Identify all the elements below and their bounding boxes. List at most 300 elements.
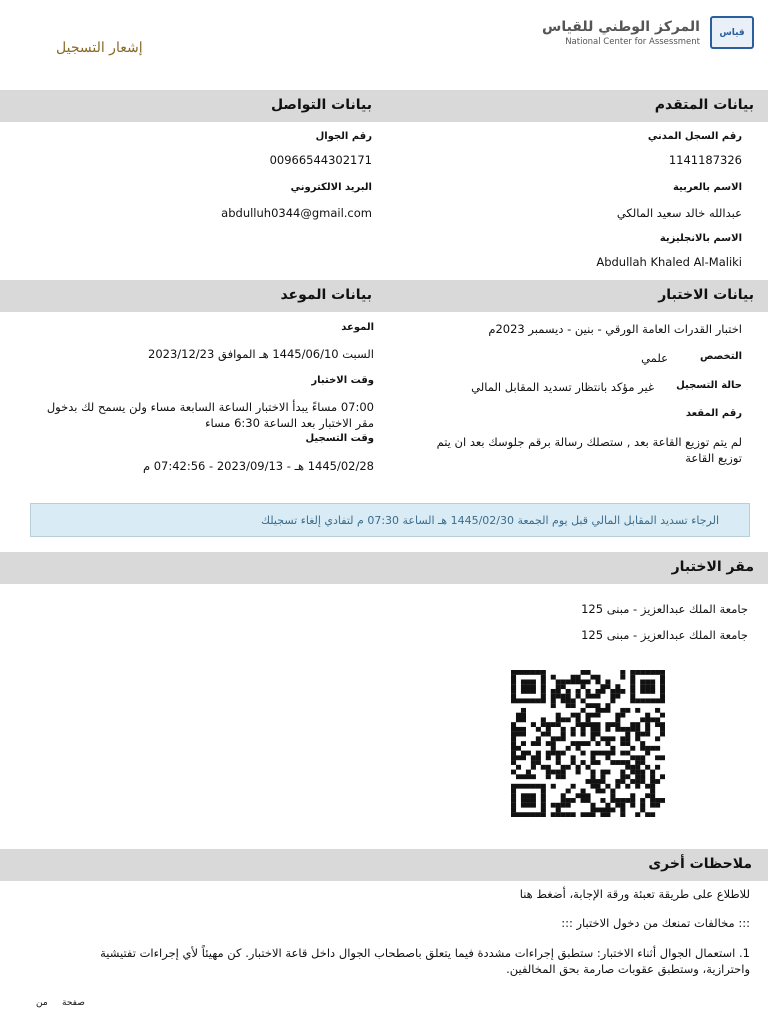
qr-module (566, 703, 571, 708)
qr-module (615, 798, 620, 803)
qr-module (511, 793, 516, 798)
qr-module (511, 732, 516, 737)
qr-module (536, 670, 541, 675)
qr-module (526, 670, 531, 675)
qr-module (635, 779, 640, 784)
qr-module (531, 798, 536, 803)
qr-module (551, 675, 556, 680)
qr-module (635, 770, 640, 775)
exam-name-value: اختبار القدرات العامة الورقي - بنين - ديسمبر 2023م (488, 322, 742, 336)
qr-module (586, 779, 591, 784)
qr-module (640, 689, 645, 694)
name-en-label: الاسم بالانجليزية (659, 233, 742, 244)
qr-module (645, 765, 650, 770)
qr-module (615, 779, 620, 784)
qr-module (620, 751, 625, 756)
name-ar-value: عبدالله خالد سعيد المالكي (616, 206, 742, 220)
qr-module (571, 675, 576, 680)
qr-module (566, 679, 571, 684)
qr-module (531, 698, 536, 703)
qr-module (590, 774, 595, 779)
qr-module (561, 798, 566, 803)
nca-logo (542, 16, 754, 49)
qr-module (655, 798, 660, 803)
qr-module (610, 798, 615, 803)
qr-module (605, 684, 610, 689)
qr-module (660, 684, 665, 689)
qr-module (655, 717, 660, 722)
qr-module (511, 755, 516, 760)
qr-module (650, 698, 655, 703)
qr-module (561, 684, 566, 689)
qr-module (605, 751, 610, 756)
qr-module (595, 732, 600, 737)
qr-module (615, 684, 620, 689)
qr-module (605, 803, 610, 808)
qr-module (546, 751, 551, 756)
qr-module (605, 703, 610, 708)
qr-module (511, 727, 516, 732)
qr-module (645, 751, 650, 756)
qr-module (655, 670, 660, 675)
qr-module (605, 722, 610, 727)
qr-module (576, 679, 581, 684)
qr-module (595, 784, 600, 789)
venue-line-2: جامعة الملك عبدالعزيز - مبنى 125 (581, 628, 748, 642)
qr-module (581, 727, 586, 732)
qr-module (581, 684, 586, 689)
qr-module (511, 812, 516, 817)
qr-module (541, 722, 546, 727)
qr-module (571, 760, 576, 765)
qr-module (625, 751, 630, 756)
qr-module (620, 708, 625, 713)
qr-module (605, 784, 610, 789)
qr-module (650, 793, 655, 798)
qr-module (541, 684, 546, 689)
qr-module (635, 708, 640, 713)
qr-module (576, 770, 581, 775)
logo-icon: قياس (710, 16, 754, 49)
email-label: البريد الالكتروني (290, 182, 372, 193)
qr-module (610, 751, 615, 756)
qr-module (660, 732, 665, 737)
qr-module (630, 793, 635, 798)
qr-module (556, 713, 561, 718)
qr-module (551, 703, 556, 708)
qr-module (521, 812, 526, 817)
qr-module (541, 765, 546, 770)
qr-module (630, 689, 635, 694)
qr-module (556, 803, 561, 808)
qr-module (595, 703, 600, 708)
qr-module (521, 732, 526, 737)
qr-module (556, 694, 561, 699)
org-name-en: National Center for Assessment (565, 36, 700, 47)
qr-module (635, 698, 640, 703)
qr-module (640, 679, 645, 684)
qr-module (581, 789, 586, 794)
qr-module (600, 708, 605, 713)
qr-module (635, 765, 640, 770)
name-ar-label: الاسم بالعربية (672, 182, 742, 193)
qr-module (556, 736, 561, 741)
qr-module (511, 770, 516, 775)
qr-module (625, 760, 630, 765)
qr-module (586, 722, 591, 727)
qr-module (566, 798, 571, 803)
qr-module (526, 784, 531, 789)
answer-sheet-link[interactable]: للاطلاع على طريقة تعبئة ورقة الإجابة، أضغط هنا (519, 887, 750, 901)
payment-alert (30, 503, 750, 537)
qr-module (551, 770, 556, 775)
qr-module (615, 784, 620, 789)
qr-module (571, 798, 576, 803)
qr-module (586, 694, 591, 699)
qr-module (511, 736, 516, 741)
qr-module (600, 751, 605, 756)
qr-module (511, 751, 516, 756)
qr-module (625, 741, 630, 746)
qr-module (511, 808, 516, 813)
qr-module (566, 717, 571, 722)
qr-module (511, 684, 516, 689)
qr-module (531, 812, 536, 817)
qr-module (576, 689, 581, 694)
qr-module (551, 812, 556, 817)
qr-module (561, 736, 566, 741)
qr-module (521, 717, 526, 722)
qr-module (586, 798, 591, 803)
qr-module (645, 793, 650, 798)
qr-module (645, 689, 650, 694)
date-value: السبت 1445/06/10 هـ الموافق 2023/12/23 (148, 347, 374, 361)
qr-module (521, 798, 526, 803)
qr-module (551, 694, 556, 699)
qr-module (581, 670, 586, 675)
qr-module (630, 684, 635, 689)
qr-module (561, 679, 566, 684)
date-label: الموعد (341, 322, 374, 333)
qr-module (650, 684, 655, 689)
qr-module (576, 793, 581, 798)
qr-module (615, 760, 620, 765)
qr-module (531, 670, 536, 675)
qr-module (581, 793, 586, 798)
qr-module (511, 784, 516, 789)
qr-module (655, 736, 660, 741)
qr-module (600, 812, 605, 817)
qr-module (645, 679, 650, 684)
qr-module (571, 784, 576, 789)
qr-module (590, 713, 595, 718)
qr-module (645, 713, 650, 718)
qr-module (561, 751, 566, 756)
qr-module (536, 741, 541, 746)
qr-module (586, 679, 591, 684)
qr-module (551, 736, 556, 741)
qr-module (556, 774, 561, 779)
qr-module (635, 760, 640, 765)
qr-module (615, 803, 620, 808)
qr-module (511, 694, 516, 699)
qr-module (625, 727, 630, 732)
qr-module (595, 689, 600, 694)
qr-module (620, 670, 625, 675)
qr-module (630, 698, 635, 703)
qr-module (650, 679, 655, 684)
qr-module (620, 803, 625, 808)
qr-module (571, 732, 576, 737)
exam-time-label: وقت الاختبار (311, 375, 374, 386)
qr-module (536, 698, 541, 703)
qr-module (556, 755, 561, 760)
qr-module (566, 803, 571, 808)
qr-module (630, 803, 635, 808)
qr-module (541, 789, 546, 794)
qr-module (536, 751, 541, 756)
qr-module (590, 755, 595, 760)
qr-module (595, 722, 600, 727)
venue-line-1: جامعة الملك عبدالعزيز - مبنى 125 (581, 602, 748, 616)
qr-module (595, 708, 600, 713)
qr-module (605, 755, 610, 760)
qr-module (590, 803, 595, 808)
qr-module (590, 808, 595, 813)
org-name-ar: المركز الوطني للقياس (542, 18, 700, 35)
qr-module (511, 675, 516, 680)
qr-module (605, 741, 610, 746)
qr-module (635, 774, 640, 779)
qr-module (541, 798, 546, 803)
qr-module (541, 675, 546, 680)
qr-module (541, 803, 546, 808)
qr-module (531, 741, 536, 746)
qr-module (511, 722, 516, 727)
qr-module (586, 670, 591, 675)
qr-module (630, 755, 635, 760)
qr-module (650, 798, 655, 803)
qr-module (640, 770, 645, 775)
qr-module (586, 812, 591, 817)
qr-module (645, 722, 650, 727)
qr-module (630, 770, 635, 775)
qr-module (546, 770, 551, 775)
payment-alert-text: الرجاء تسديد المقابل المالي قبل يوم الجمعة 1445/02/30 هـ الساعة 07:30 م لتفادي إلغاء تسجيلك (260, 514, 719, 527)
qr-module (581, 760, 586, 765)
qr-module (556, 808, 561, 813)
qr-module (650, 717, 655, 722)
qr-module (640, 798, 645, 803)
qr-module (640, 684, 645, 689)
qr-module (635, 722, 640, 727)
name-en-value: Abdullah Khaled Al-Maliki (596, 255, 742, 269)
qr-module (655, 803, 660, 808)
qr-module (521, 727, 526, 732)
qr-module (526, 803, 531, 808)
qr-module (655, 746, 660, 751)
email-value: abdulluh0344@gmail.com (221, 206, 372, 220)
qr-module (521, 684, 526, 689)
appointment-section-title: بيانات الموعد (280, 287, 372, 303)
qr-module (581, 741, 586, 746)
qr-module (586, 717, 591, 722)
qr-module (526, 689, 531, 694)
qr-module (630, 675, 635, 680)
qr-module (516, 746, 521, 751)
qr-module (531, 684, 536, 689)
qr-module (526, 679, 531, 684)
qr-module (615, 727, 620, 732)
qr-module (610, 789, 615, 794)
qr-module (556, 751, 561, 756)
applicant-section-title: بيانات المتقدم (654, 97, 754, 113)
qr-module (561, 812, 566, 817)
status-label: حالة التسجيل (676, 380, 742, 391)
mobile-value: 00966544302171 (269, 153, 372, 167)
qr-module (590, 722, 595, 727)
logo-text (542, 18, 700, 48)
qr-module (660, 694, 665, 699)
qr-module (571, 755, 576, 760)
qr-module (620, 774, 625, 779)
qr-module (655, 765, 660, 770)
qr-module (581, 722, 586, 727)
qr-module (640, 760, 645, 765)
qr-module (526, 770, 531, 775)
exam-time-value: 07:00 مساءً يبدأ الاختبار الساعة السابعة مساء ولن يسمح لك بدخول مقر الاختبار بعد الساعة 6:30 مساء (46, 400, 374, 430)
qr-module (650, 803, 655, 808)
qr-module (650, 779, 655, 784)
qr-module (595, 751, 600, 756)
qr-module (586, 741, 591, 746)
qr-module (556, 684, 561, 689)
qr-module (660, 698, 665, 703)
specialty-label: التخصص (700, 351, 742, 362)
qr-module (571, 812, 576, 817)
specialty-value: علمي (641, 351, 668, 365)
qr-module (511, 798, 516, 803)
qr-module (526, 793, 531, 798)
qr-module (590, 703, 595, 708)
footer-page-label: صفحة (62, 998, 85, 1008)
qr-module (541, 808, 546, 813)
venue-section-title: مقر الاختبار (671, 559, 754, 575)
qr-module (620, 675, 625, 680)
qr-module (536, 736, 541, 741)
qr-module (615, 689, 620, 694)
qr-module (640, 741, 645, 746)
qr-module (635, 732, 640, 737)
qr-module (541, 784, 546, 789)
qr-module (620, 812, 625, 817)
qr-module (605, 736, 610, 741)
qr-module (640, 808, 645, 813)
qr-module (660, 755, 665, 760)
qr-module (531, 689, 536, 694)
qr-module (511, 679, 516, 684)
qr-module (521, 751, 526, 756)
qr-module (536, 755, 541, 760)
qr-module (630, 727, 635, 732)
qr-module (571, 727, 576, 732)
qr-module (511, 760, 516, 765)
qr-module (645, 784, 650, 789)
qr-module (551, 698, 556, 703)
qr-module (590, 770, 595, 775)
qr-module (516, 727, 521, 732)
qr-module (571, 741, 576, 746)
qr-module (630, 746, 635, 751)
qr-module (655, 755, 660, 760)
qr-module (521, 708, 526, 713)
qr-module (620, 760, 625, 765)
qr-module (526, 798, 531, 803)
qr-module (546, 732, 551, 737)
qr-module (516, 765, 521, 770)
qr-module (516, 698, 521, 703)
qr-module (531, 760, 536, 765)
qr-module (605, 708, 610, 713)
section-band-applicant (0, 90, 768, 122)
seat-label: رقم المقعد (685, 408, 742, 419)
qr-module (576, 722, 581, 727)
qr-module (625, 732, 630, 737)
qr-module (635, 736, 640, 741)
qr-module (610, 793, 615, 798)
qr-module (645, 732, 650, 737)
qr-module (660, 689, 665, 694)
qr-module (655, 722, 660, 727)
qr-module (561, 717, 566, 722)
exam-section-title: بيانات الاختبار (658, 287, 754, 303)
violations-heading: ::: مخالفات تمنعك من دخول الاختبار ::: (561, 916, 750, 930)
qr-module (521, 679, 526, 684)
qr-module (536, 760, 541, 765)
qr-module (590, 694, 595, 699)
qr-module (605, 679, 610, 684)
qr-module (635, 727, 640, 732)
qr-module (521, 670, 526, 675)
qr-module (541, 732, 546, 737)
qr-module (581, 812, 586, 817)
qr-module (605, 812, 610, 817)
qr-module (625, 774, 630, 779)
qr-module (516, 717, 521, 722)
qr-module (581, 798, 586, 803)
qr-module (536, 784, 541, 789)
qr-module (566, 812, 571, 817)
qr-module (645, 698, 650, 703)
qr-module (610, 694, 615, 699)
qr-module (595, 760, 600, 765)
registration-time-label: وقت التسجيل (305, 433, 374, 444)
qr-module (590, 736, 595, 741)
qr-module (556, 679, 561, 684)
qr-module (556, 689, 561, 694)
qr-module (640, 746, 645, 751)
qr-module (620, 779, 625, 784)
qr-module (556, 717, 561, 722)
qr-module (581, 708, 586, 713)
qr-module (566, 694, 571, 699)
contact-section-title: بيانات التواصل (270, 97, 372, 113)
qr-module (655, 698, 660, 703)
qr-module (521, 741, 526, 746)
qr-module (576, 694, 581, 699)
qr-module (511, 789, 516, 794)
qr-module (650, 670, 655, 675)
